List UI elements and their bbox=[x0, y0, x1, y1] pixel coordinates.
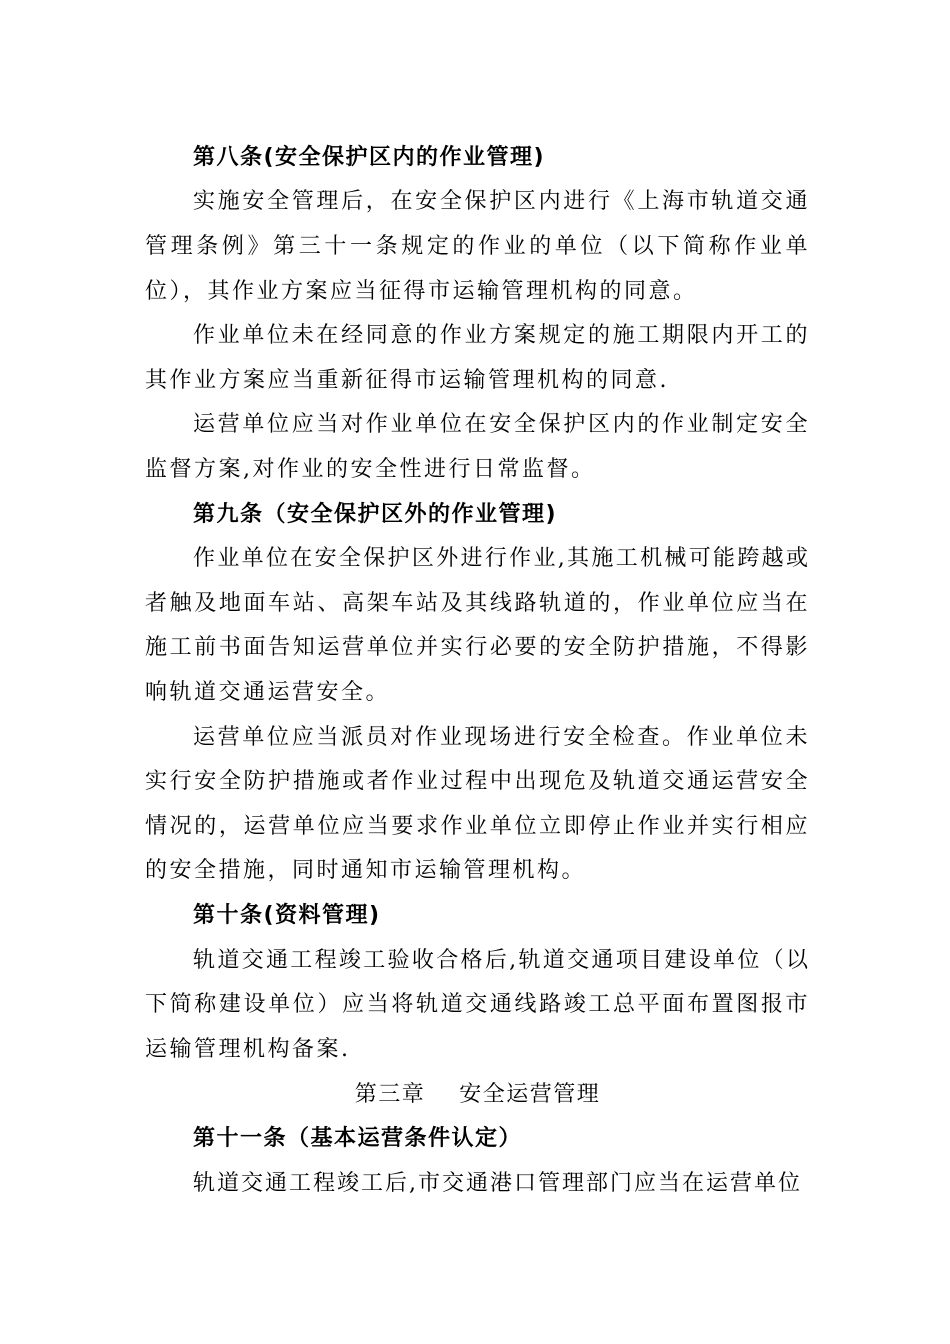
article-10-p1-line3: 运输管理机构备案. bbox=[145, 1037, 351, 1062]
article-8-p1-line1: 实施安全管理后，在安全保护区内进行《上海市轨道交通 bbox=[193, 189, 810, 214]
article-10-heading: 第十条(资料管理) bbox=[193, 903, 381, 928]
article-9-p2-line2: 实行安全防护措施或者作业过程中出现危及轨道交通运营安全 bbox=[145, 769, 810, 794]
article-10-p1-line1: 轨道交通工程竣工验收合格后,轨道交通项目建设单位（以 bbox=[193, 948, 810, 973]
article-8-p3-line2: 监督方案,对作业的安全性进行日常监督。 bbox=[145, 457, 596, 482]
article-11-p1-line1: 轨道交通工程竣工后,市交通港口管理部门应当在运营单位 bbox=[193, 1171, 802, 1196]
article-9-p1-line1: 作业单位在安全保护区外进行作业,其施工机械可能跨越或 bbox=[193, 546, 810, 571]
article-9-p1-line4: 响轨道交通运营安全。 bbox=[145, 680, 391, 705]
article-11-heading: 第十一条（基本运营条件认定） bbox=[193, 1126, 523, 1151]
article-8-heading: 第八条(安全保护区内的作业管理) bbox=[193, 145, 546, 170]
article-10-p1-line2: 下简称建设单位）应当将轨道交通线路竣工总平面布置图报市 bbox=[145, 992, 810, 1017]
article-9-p2-line4: 的安全措施，同时通知市运输管理机构。 bbox=[145, 858, 587, 883]
article-8-p2-line1: 作业单位未在经同意的作业方案规定的施工期限内开工的 bbox=[193, 323, 810, 348]
article-8-p1-line3: 位），其作业方案应当征得市运输管理机构的同意。 bbox=[145, 279, 698, 304]
article-9-p2-line3: 情况的，运营单位应当要求作业单位立即停止作业并实行相应 bbox=[145, 814, 810, 839]
article-9-heading: 第九条（安全保护区外的作业管理) bbox=[193, 502, 558, 527]
article-8-p3-line1: 运营单位应当对作业单位在安全保护区内的作业制定安全 bbox=[193, 412, 810, 437]
article-9-p2-line1: 运营单位应当派员对作业现场进行安全检查。作业单位未 bbox=[193, 725, 810, 750]
article-9-p1-line3: 施工前书面告知运营单位并实行必要的安全防护措施，不得影 bbox=[145, 635, 810, 660]
article-8-p2-line2: 其作业方案应当重新征得市运输管理机构的同意. bbox=[145, 368, 669, 393]
article-8-p1-line2: 管理条例》第三十一条规定的作业的单位（以下简称作业单 bbox=[145, 234, 810, 259]
chapter-3-title: 第三章 安全运营管理 bbox=[354, 1082, 601, 1107]
article-9-p1-line2: 者触及地面车站、高架车站及其线路轨道的，作业单位应当在 bbox=[145, 591, 810, 616]
